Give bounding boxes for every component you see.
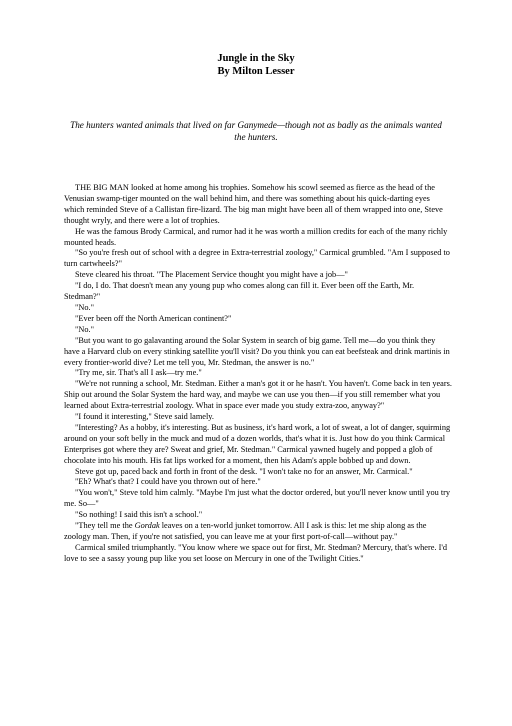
paragraph: THE BIG MAN looked at home among his trophies. Somehow his scowl seemed as fierce as the head of the Venusian swamp-tiger mounted on the wall behind him, and there was something about his quick-darting eyes which reminded Steve of a Callistan fire-lizard. The big man might have been all of them wrapped into one, Steve thought wryly, and there were a lot of trophies. [64,183,443,225]
paragraph-text: leaves on a ten-world junket tomorrow. All I ask is this: let me ship along as the zoology man. Then, if you're not satisfied, you can leave me at your first port-of-call—without pay." [64,521,427,541]
paragraph: Carmical smiled triumphantly. "You know where we space out for first, Mr. Stedman? Mercury, that's where. I'd love to see a sassy young pup like you set loose on Mercury in one of the Twilight Cities." [64,542,447,563]
paragraph: "No." [75,324,94,334]
paragraph: "No." [75,302,94,312]
paragraph: "But you want to go galavanting around the Solar System in search of big game. Tell me—do you think they have a Harvard club on every stinking satellite you'll visit? Do you think you can eat beefsteak and drink martinis in every frontier-world dive? Let me tell you, Mr. Stedman, the answer is no." [64,335,450,367]
story-title: Jungle in the Sky [217,53,295,64]
paragraph: "Ever been off the North American continent?" [75,313,232,323]
paragraph: "Interesting? As a hobby, it's interesting. But as business, it's hard work, a lot of sweat, a lot of danger, squirming around on your soft belly in the muck and mud of a dozen worlds, that's what it is. Just how do you think Carmical Enterprises got where they are? Sweat and grief, Mr. Stedman." Carmical yawned hugely and popped a glob of chocolate into his mouth. His fat lips worked for a moment, then his Adam's apple bobbed up and down. [64,422,451,465]
paragraph: "We're not running a school, Mr. Stedman. Either a man's got it or he hasn't. You haven't. Come back in ten years. Ship out around the Solar System the hard way, and maybe we can use you then—if you still remember what you learned about Extra-terrestrial zoology. What in space ever made you study extra-zoo, anyway?" [64,379,452,411]
title-block [0,53,512,78]
paragraph: "You won't," Steve told him calmly. "Maybe I'm just what the doctor ordered, but you'll never know until you try me. So—" [64,488,451,509]
paragraph: "I found it interesting," Steve said lamely. [75,412,214,422]
paragraph [64,521,452,543]
paragraph: "So you're fresh out of school with a degree in Extra-terrestrial zoology," Carmical grumbled. "Am I supposed to turn cartwheels?" [64,248,450,269]
story-byline: By Milton Lesser [217,65,295,77]
paragraph-text: "They tell me the [75,521,135,531]
paragraph: He was the famous Brody Carmical, and rumor had it he was worth a million credits for each of the many richly mounted heads. [64,226,448,247]
paragraph: Steve got up, paced back and forth in front of the desk. "I won't take no for an answer, Mr. Carmical." [75,466,413,476]
paragraph: "I do, I do. That doesn't mean any young pup who comes along can fill it. Ever been off the Earth, Mr. Stedman?" [64,281,415,302]
paragraph: "Try me, sir. That's all I ask—try me." [75,368,202,378]
paragraph: "So nothing! I said this isn't a school." [75,510,203,520]
story-body [64,183,452,565]
epigraph: The hunters wanted animals that lived on far Ganymede—though not as badly as the animals wanted the hunters. [70,120,442,142]
paragraph: Steve cleared his throat. "The Placement Service thought you might have a job—" [75,270,348,280]
paragraph: "Eh? What's that? I could have you thrown out of here." [75,477,261,487]
ship-name: Gordak [134,521,160,531]
